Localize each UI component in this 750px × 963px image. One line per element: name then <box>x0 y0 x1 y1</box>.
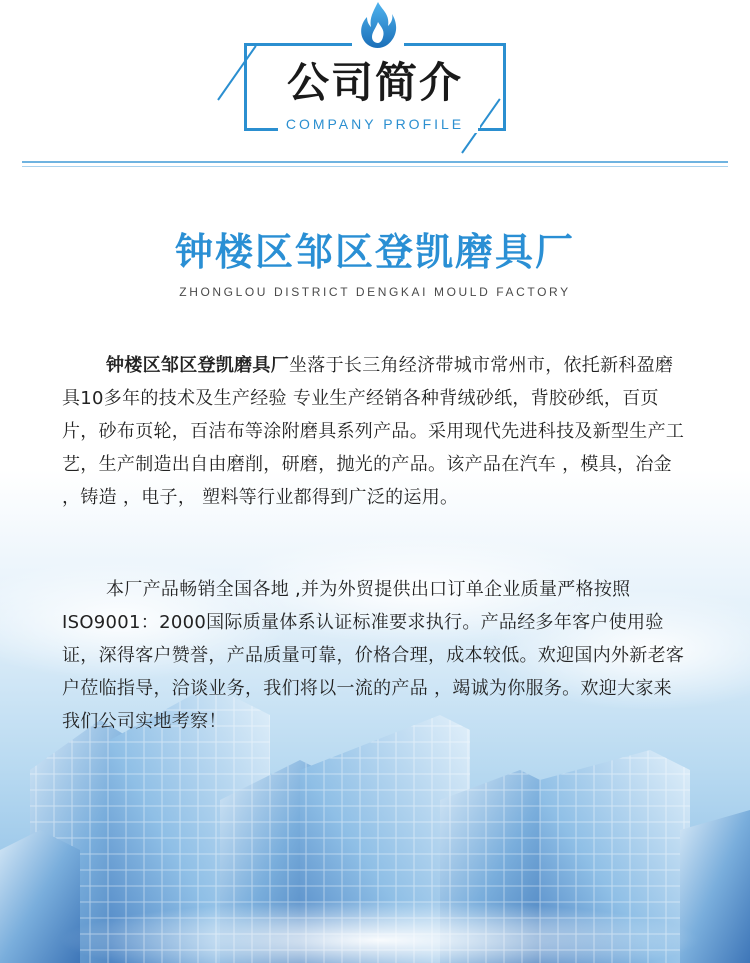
intro-company-name: 钟楼区邹区登凯磨具厂 <box>106 355 289 376</box>
intro-paragraph-1-text: 坐落于长三角经济带城市常州市，依托新科盈磨具10多年的技术及生产经验 专业生产经销各种背绒砂纸，背胶砂纸，百页片，砂布页轮，百洁布等涂附磨具系列产品。采用现代先进科技及新型生产工艺，生产制造出自由磨削，研磨，抛光的产品。该产品在汽车 ，模具，冶金 ，铸造 ，电子， 塑料等行业都得到广泛的运用。 <box>62 355 685 508</box>
header-frame-bottom-left <box>244 128 278 131</box>
intro-paragraph-2 <box>62 573 690 738</box>
company-name-en: ZHONGLOU DISTRICT DENGKAI MOULD FACTORY <box>179 285 571 299</box>
intro-paragraph-2-text: 本厂产品畅销全国各地 ,并为外贸提供出口订单企业质量严格按照ISO9001：2000国际质量体系认证标准要求执行。产品经多年客户使用验证，深得客户赞誉，产品质量可靠，价格合理，成本较低。欢迎国内外新老客户莅临指导，洽谈业务，我们将以一流的产品 ，竭诚为你服务。欢迎大家来我们公司实地考察！ <box>62 579 685 732</box>
company-name: 钟楼区邹区登凯磨具厂 <box>174 230 575 274</box>
page-title: 公司简介 <box>286 58 463 107</box>
header-frame-top-left <box>244 43 352 46</box>
flame-icon <box>358 0 398 52</box>
page-subtitle: COMPANY PROFILE <box>270 115 480 133</box>
header-frame-top-right <box>404 43 506 46</box>
intro-paragraph-1 <box>62 349 690 514</box>
header-divider <box>22 161 728 163</box>
header-divider-thin <box>22 166 728 167</box>
header-frame-bottom-right <box>478 128 506 131</box>
